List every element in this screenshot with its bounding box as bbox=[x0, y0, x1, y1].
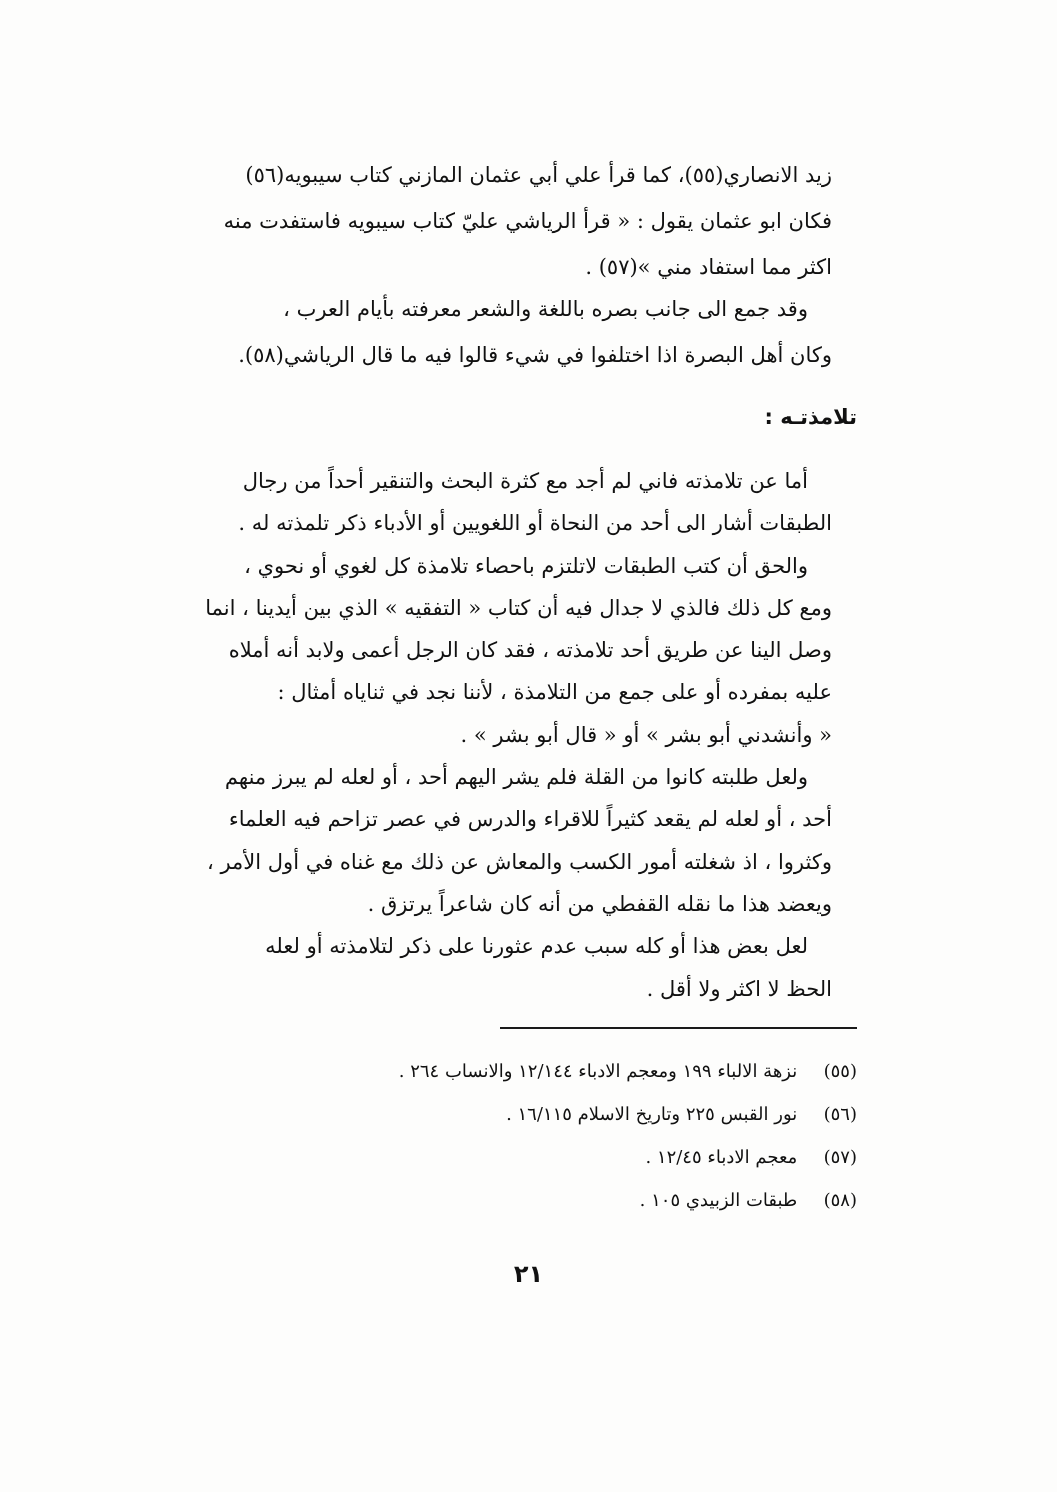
paragraph-line: وقد جمع الى جانب بصره باللغة والشعر معرفته بأيام العرب ، bbox=[283, 297, 808, 321]
footnotes bbox=[399, 1050, 857, 1222]
paragraph-2 bbox=[190, 286, 832, 378]
paragraph-line: وكان أهل البصرة اذا اختلفوا في شيء قالوا فيه ما قال الرياشي(٥٨). bbox=[238, 343, 832, 367]
paragraph-line: فكان ابو عثمان يقول : « قرأ الرياشي عليّ كتاب سيبويه فاستفدت منه bbox=[223, 209, 832, 233]
footnote-item bbox=[399, 1093, 857, 1136]
body-line: ويعضد هذا ما نقله القفطي من أنه كان شاعراً يرتزق . bbox=[367, 891, 832, 916]
body-line: أحد ، أو لعله لم يقعد كثيراً للاقراء والدرس في عصر تزاحم فيه العلماء bbox=[228, 807, 832, 832]
body-line: الحظ لا اكثر ولا أقل . bbox=[646, 976, 832, 1001]
body-text bbox=[190, 460, 832, 1010]
body-line: وصل الينا عن طريق أحد تلامذته ، فقد كان الرجل أعمى ولابد أنه أملاه bbox=[228, 638, 832, 663]
body-line: ومع كل ذلك فالذي لا جدال فيه أن كتاب « التفقيه » الذي بين أيدينا ، انما bbox=[205, 595, 832, 620]
paragraph-1 bbox=[190, 152, 832, 290]
body-line: والحق أن كتب الطبقات لاتلتزم باحصاء تلامذة كل لغوي أو نحوي ، bbox=[244, 553, 808, 578]
section-heading: تلامذتـه : bbox=[764, 405, 857, 429]
footnote-text: طبقات الزبيدي ١٠٥ . bbox=[639, 1190, 798, 1211]
footnote-text: نزهة الالباء ١٩٩ ومعجم الادباء ١٢/١٤٤ والانساب ٢٦٤ . bbox=[398, 1061, 798, 1082]
footnote-item bbox=[399, 1050, 857, 1093]
footnote-item bbox=[399, 1179, 857, 1222]
footnote-item bbox=[399, 1136, 857, 1179]
body-line: « وأنشدني أبو بشر » أو « قال أبو بشر » . bbox=[460, 722, 832, 747]
page-number: ٢١ bbox=[513, 1260, 544, 1288]
body-line: الطبقات أشار الى أحد من النحاة أو اللغويين أو الأدباء ذكر تلمذته له . bbox=[238, 511, 832, 536]
body-line: ولعل طلبته كانوا من القلة فلم يشر اليهم أحد ، أو لعله لم يبرز منهم bbox=[224, 765, 808, 790]
body-line: وكثروا ، اذ شغلته أمور الكسب والمعاش عن ذلك مع غناه في أول الأمر ، bbox=[207, 849, 832, 874]
paragraph-line: زيد الانصاري(٥٥)، كما قرأ علي أبي عثمان المازني كتاب سيبويه(٥٦) bbox=[245, 163, 832, 187]
footnote-number: (٥٧) bbox=[823, 1147, 857, 1168]
body-line: عليه بمفرده أو على جمع من التلامذة ، لأننا نجد في ثناياه أمثال : bbox=[277, 680, 832, 705]
paragraph-line: اكثر مما استفاد مني »(٥٧) . bbox=[585, 255, 832, 279]
footnote-number: (٥٦) bbox=[823, 1104, 857, 1125]
body-line: أما عن تلامذته فاني لم أجد مع كثرة البحث والتنقير أحداً من رجال bbox=[242, 469, 808, 493]
footnote-number: (٥٨) bbox=[823, 1190, 857, 1211]
footnote-text: نور القبس ٢٢٥ وتاريخ الاسلام ١٦/١١٥ . bbox=[506, 1104, 798, 1125]
footnote-number: (٥٥) bbox=[823, 1061, 857, 1082]
footnote-text: معجم الادباء ١٢/٤٥ . bbox=[645, 1147, 798, 1168]
body-line: لعل بعض هذا أو كله سبب عدم عثورنا على ذكر لتلامذته أو لعله bbox=[265, 934, 808, 959]
footnote-divider bbox=[500, 1027, 857, 1029]
